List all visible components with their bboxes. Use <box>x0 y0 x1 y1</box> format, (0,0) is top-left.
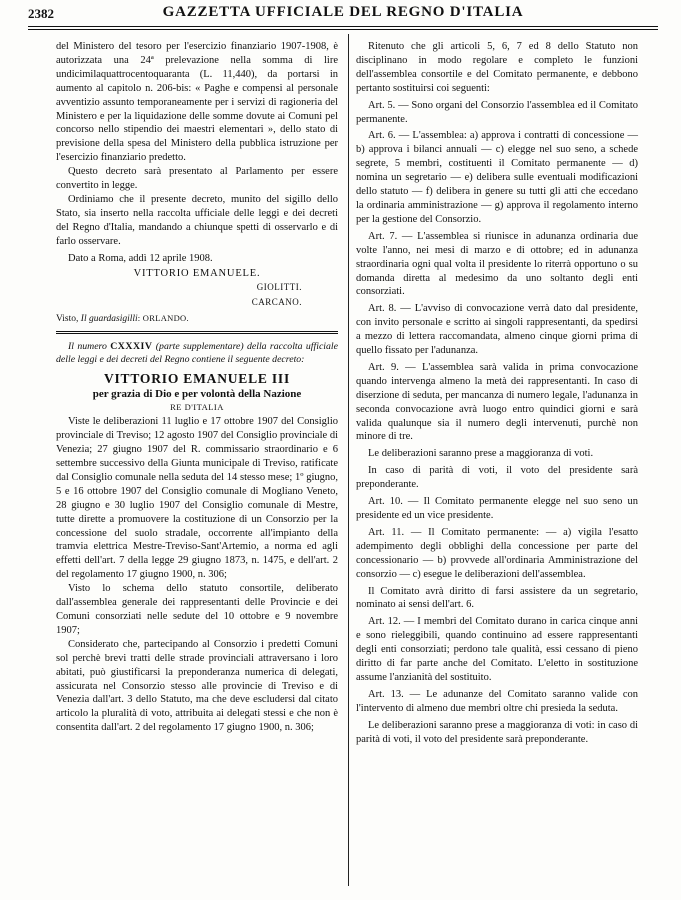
paragraph-prelevation: del Ministero del tesoro per l'esercizio finanziario 1907-1908, è autorizzata una 24ª prelevazione nella somma di lire undicimilaquattrocentoquaranta (L. 11,440), da portarsi in aumento al capitolo n. 206-bis: « Paghe e compensi al personale avventizio assunto temporaneamente per i servizi di ragioneria del Ministero e per la liquidazione delle somme dovute ai Comuni pel concorso nello stipendio dei maestri elementari », dello stato di previsione della spesa del Ministero della pubblica istruzione per l'esercizio finanziario predetto. <box>56 41 338 164</box>
king-signature: VITTORIO EMANUELE. <box>133 267 261 279</box>
grace-formula: per grazia di Dio e per volontà della Nazione <box>92 388 302 401</box>
paragraph-retained: Ritenuto che gli articoli 5, 6, 7 ed 8 dello Statuto non disciplinano in modo regolare e completo le funzioni dell'assemblea consortile e del Comitato permanente, e debbono pertanto sostituirsi coi seguenti: <box>356 41 638 94</box>
paragraph-order: Ordiniamo che il presente decreto, munito del sigillo dello Stato, sia inserto nella raccolta ufficiale delle leggi e dei decreti del Regno d'Italia, mandando a chiunque spetti di osservarlo e di farlo osservare. <box>56 193 338 247</box>
minister-signature-carcano: CARCANO. <box>251 297 302 308</box>
article-11: Art. 11. — Il Comitato permanente: — a) vigila l'esatto adempimento degli obblighi della concessione per parte del concessionario — b) provvede all'ordinaria Amministrazione del consorzio — c) esegue le deliberazioni dell'assemblea. <box>356 526 638 580</box>
minister-signature-giolitti: GIOLITTI. <box>256 282 302 293</box>
article-13: Art. 13. — Le adunanze del Comitato saranno valide con l'intervento di almeno due membri oltre chi presieda la seduta. <box>356 688 638 714</box>
paragraph-statute-draft: Visto lo schema dello statuto consortile, deliberato dall'assemblea generale dei rappresentanti delle Provincie e dei Comuni consorziati nelle sedute del 10 ottobre e 9 novembre 1907; <box>56 583 338 636</box>
king-title: VITTORIO EMANUELE III <box>103 371 291 387</box>
article-6: Art. 6. — L'assemblea: a) approva i contratti di concessione — b) approva i bilanci annuali — c) elegge nel suo seno, a schede segrete, 5 membri, costituenti il Comitato permanente — d) nomina un segretario — e) delibera sulle eventuali modificazioni dello statuto — f) delibera in genere su tutti gli atti che eccedano la ordinaria amministrazione — g) approva il regolamento interno per la gestione del Consorzio. <box>356 130 638 225</box>
seal-role: Il guardasigilli <box>80 314 138 325</box>
decree-notice <box>56 340 338 366</box>
paragraph-parliament: Questo decreto sarà presentato al Parlamento per essere convertito in legge. <box>56 166 338 192</box>
seal-prefix: Visto, <box>56 314 79 325</box>
article-9-majority: Le deliberazioni saranno prese a maggioranza di voti. <box>368 448 594 460</box>
keeper-of-seals <box>56 312 338 327</box>
left-column <box>56 40 338 735</box>
article-5: Art. 5. — Sono organi del Consorzio l'assemblea ed il Comitato permanente. <box>356 99 638 125</box>
article-13-majority: Le deliberazioni saranno prese a maggioranza di voti: in caso di parità di voti, il voto del presidente sarà preponderante. <box>356 719 638 745</box>
article-9-tie: In caso di parità di voti, il voto del presidente sarà preponderante. <box>356 465 638 491</box>
article-8: Art. 8. — L'avviso di convocazione verrà dato dal presidente, con invito personale e scritto ai singoli rappresentanti, da spedirsi a mezzo di lettera raccomandata, almeno cinque giorni prima di quello fissato per l'adunanza. <box>356 303 638 357</box>
page-header <box>28 2 658 24</box>
decree-date: Dato a Roma, addì 12 aprile 1908. <box>68 252 213 264</box>
section-separator-thin <box>56 333 338 334</box>
header-rule <box>28 26 658 27</box>
article-12: Art. 12. — I membri del Comitato durano in carica cinque anni e sono rieleggibili, quando continuino ad essere rappresentanti degli enti consorziati; perdono tale qualità, essi cessano di pieno diritto di far parte anche del Comitato. L'eletto in sostituzione assume l'anzianità del sostituito. <box>356 616 638 683</box>
realm-title: RE D'ITALIA <box>170 402 224 413</box>
article-10: Art. 10. — Il Comitato permanente elegge nel suo seno un presidente ed un vice presidente. <box>356 496 638 521</box>
notice-text: (parte supplementare) della raccolta ufficiale delle leggi e dei decreti del Regno contiene il seguente decreto: <box>56 341 338 366</box>
paragraph-deliberations: Viste le deliberazioni 11 luglio e 17 ottobre 1907 del Consiglio provinciale di Treviso; 12 agosto 1907 del Consiglio provinciale di Venezia; 27 giugno 1907 del R. commissario straordinario e 6 settembre successivo della Giunta municipale di Treviso, ratificate dal Consiglio comunale nella seduta del 14 stesso mese; 1º giugno, 5 e 16 ottobre 1907 del Consiglio comunale di Mogliano Veneto, 28 giugno e 30 luglio 1907 del Consiglio comunale di Mestre, tutte dirette a promuovere la costituzione di un Consorzio per la concessione del suolo stradale, occorrente all'impianto della tramvia elettrica Mestre-Treviso-Sant'Artemio, a norma ed agli effetti dell'art. 7 della legge 29 giugno 1873, n. 1475, e dell'art. 2 del regolamento 17 giugno 1900, n. 306; <box>56 416 338 581</box>
column-divider <box>348 34 349 886</box>
gazette-title: GAZZETTA UFFICIALE DEL REGNO D'ITALIA <box>162 4 524 20</box>
notice-number: CXXXIV <box>110 341 153 353</box>
header-rule-thin <box>28 29 658 30</box>
paragraph-considered: Considerato che, partecipando al Consorzio i predetti Comuni sol perchè brevi tratti delle strade provinciali attraversano i loro abitati, può giustificarsi la preponderanza numerica di delegati, assicurata nel Consorzio stesso alle provincie di Treviso e di Venezia dall'art. 3 dello Statuto, ma che deve escludersi dal citato articolo la pluralità di voto, attribuita ai delegati stessi e che non è consentita dall'art. 2 del regolamento 17 giugno 1900, n. 306; <box>56 638 338 734</box>
section-separator <box>56 331 338 332</box>
page-number: 2382 <box>28 6 54 21</box>
article-7: Art. 7. — L'assemblea si riunisce in adunanza ordinaria due volte l'anno, nei mesi di marzo e di ottobre; ed in adunanza straordinaria ogni qual volta il presidente lo riterrà opportuno o su domanda diretta al medesimo da uno soltanto degli enti consorziati. <box>356 230 638 298</box>
article-11-secretary: Il Comitato avrà diritto di farsi assistere da un segretario, nominato ai sensi dell'art. 6. <box>356 585 638 611</box>
notice-prefix: Il numero <box>68 341 107 353</box>
seal-name: : ORLANDO. <box>137 313 189 324</box>
article-9: Art. 9. — L'assemblea sarà valida in prima convocazione quando intervenga almeno la metà dei rappresentanti. In caso di diserzione di seduta, per mancanza di numero legale, l'adunanza in seconda convocazione avrà luogo entro quindici giorni e sarà valida qualunque sia il numero degli intervenuti, purchè non minore di tre. <box>356 361 638 443</box>
right-column <box>356 40 638 747</box>
